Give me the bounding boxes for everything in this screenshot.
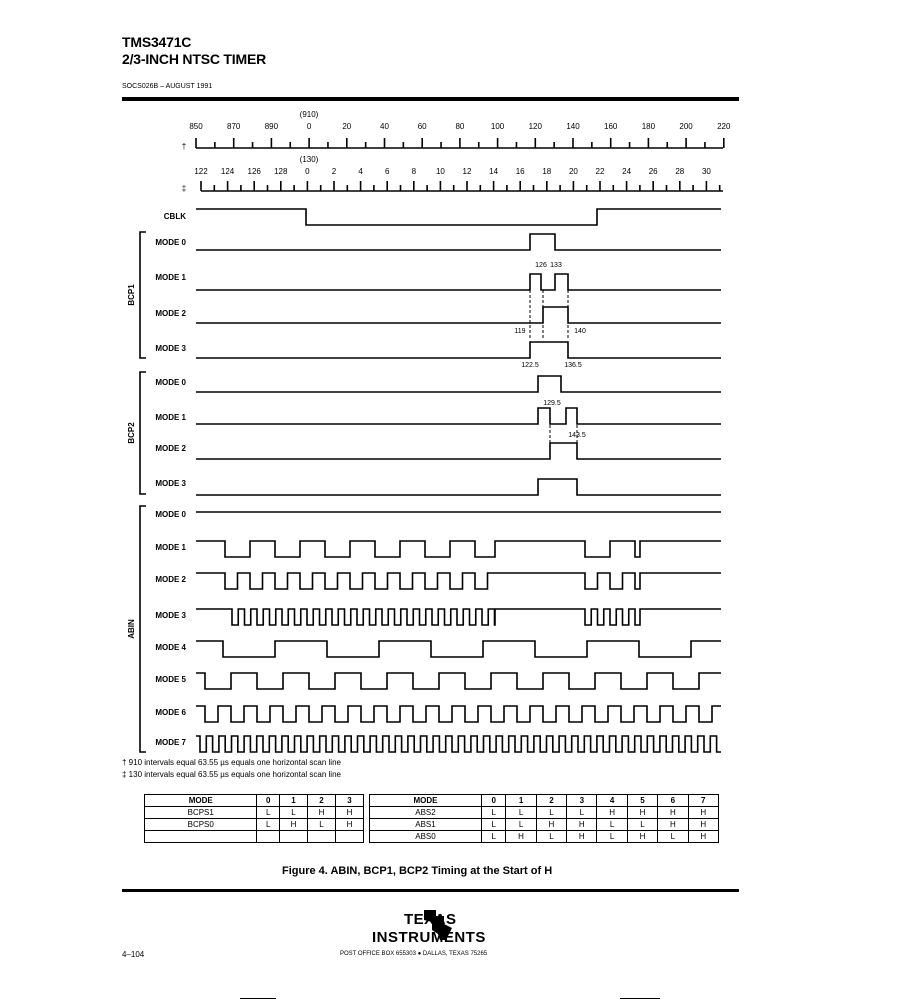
scale1-tick-label: 100 (490, 122, 505, 131)
footer-rule (122, 889, 739, 892)
scale1-tick-label: 140 (566, 122, 580, 131)
mode-label: MODE 1 (155, 273, 186, 282)
abs-table-cell: H (627, 831, 657, 843)
bcps-table-row (145, 819, 364, 831)
scale2-tick-label: 16 (515, 167, 525, 176)
mode-label: MODE 6 (155, 708, 186, 717)
page-number: 4–104 (122, 950, 145, 959)
abin-mode5-waveform (196, 673, 721, 689)
abs-table-cell: 6 (658, 795, 688, 807)
bcps-table-cell: L (307, 819, 335, 831)
scale1-tick-label: 200 (679, 122, 693, 131)
mode-label: MODE 3 (155, 479, 186, 488)
scale1-marker: † (181, 142, 187, 151)
abs-table-row (370, 819, 719, 831)
scale2-tick-label: 124 (220, 167, 235, 176)
abs-table-cell: L (506, 807, 536, 819)
scale2-tick-label: 26 (648, 167, 658, 176)
scale1-tick-label: 40 (380, 122, 389, 131)
bcps-table-cell: 1 (279, 795, 307, 807)
abs-table-cell: H (688, 831, 718, 843)
scale1-tick-label: 60 (417, 122, 427, 131)
group-label-bcp2: BCP2 (127, 422, 136, 444)
scale1-top-label: (910) (299, 110, 319, 119)
abs-table-cell: MODE (370, 795, 482, 807)
abin-mode1-waveform (196, 541, 721, 557)
scale1-tick-label: 20 (342, 122, 352, 131)
group-label-bcp1: BCP1 (127, 284, 136, 306)
bcps-table-cell: H (335, 807, 363, 819)
scale2-tick-label: 10 (435, 167, 445, 176)
scale2-tick-label: 24 (622, 167, 632, 176)
abs-table-cell: H (688, 807, 718, 819)
bcps-table-cell: L (257, 819, 280, 831)
scale2-tick-label: 122 (194, 167, 208, 176)
scale1-tick-label: 890 (264, 122, 279, 131)
cblk-waveform (196, 209, 721, 225)
bcps-table-cell: H (307, 807, 335, 819)
scale2-tick-label: 30 (701, 167, 711, 176)
group-bracket-abin (140, 506, 146, 752)
abs-table-cell: 1 (506, 795, 536, 807)
abs-table-cell: L (536, 807, 566, 819)
bcps-table-cell: 3 (335, 795, 363, 807)
abs-table-cell: L (658, 831, 688, 843)
abs-table-cell: L (567, 807, 597, 819)
abs-table-cell: L (506, 819, 536, 831)
abs-table-cell: ABS0 (370, 831, 482, 843)
bcps-table-cell: MODE (145, 795, 257, 807)
mode-label: MODE 2 (155, 575, 186, 584)
bcp2-mode2-annotation: 143.5 (568, 432, 586, 439)
mode-label: MODE 5 (155, 675, 186, 684)
abs-table-cell: H (506, 831, 536, 843)
abin-mode2-waveform (196, 573, 721, 589)
bcp2-mode2-waveform (196, 443, 721, 459)
abs-table-cell: H (567, 819, 597, 831)
bcp1-mode0-waveform (196, 234, 721, 250)
abin-mode3-waveform (196, 609, 721, 625)
bcps-table-cell (145, 831, 257, 843)
abs-table-row (370, 807, 719, 819)
scale1-tick-label: 220 (717, 122, 731, 131)
scale2-tick-label: 12 (462, 167, 472, 176)
bcps-table-cell (307, 831, 335, 843)
scale2-tick-label: 2 (331, 167, 337, 176)
abs-table-cell: L (481, 831, 505, 843)
abs-table-cell: H (597, 807, 627, 819)
bcps-table-cell: L (279, 807, 307, 819)
bcps-table-cell (257, 831, 280, 843)
abs-table-row (370, 831, 719, 843)
mode-label: MODE 0 (155, 378, 186, 387)
bcps-table-cell (335, 831, 363, 843)
bcp1-mode3-start-annotation: 122.5 (521, 362, 539, 369)
abs-table-cell: H (627, 807, 657, 819)
abin-mode4-waveform (196, 641, 721, 657)
scale2-tick-label: 8 (411, 167, 417, 176)
bcp1-mode2-waveform (196, 307, 721, 323)
abs-table-cell: L (597, 819, 627, 831)
bcps-table-cell: BCPS0 (145, 819, 257, 831)
scale2-tick-label: 28 (675, 167, 685, 176)
scale2-tick-label: 0 (305, 167, 310, 176)
abs-table-header-row (370, 795, 719, 807)
abs-table-cell: ABS1 (370, 819, 482, 831)
mode-label: MODE 3 (155, 344, 186, 353)
mode-label: MODE 4 (155, 643, 186, 652)
abs-table-cell: 4 (597, 795, 627, 807)
scale2-tick-label: 22 (595, 167, 605, 176)
mode-label: MODE 1 (155, 413, 186, 422)
bcps-table-cell: 2 (307, 795, 335, 807)
abs-table-cell: H (658, 807, 688, 819)
abs-table-cell: L (536, 831, 566, 843)
scale2-top-label: (130) (299, 155, 319, 164)
abs-table-cell: H (567, 831, 597, 843)
scale1-tick-label: 0 (306, 122, 312, 131)
mode-label: MODE 1 (155, 543, 186, 552)
bcp1-mode1-start-annotation: 126 (535, 262, 547, 269)
logo-text-instruments: INSTRUMENTS (372, 929, 486, 946)
footnote-double-dagger: ‡ 130 intervals equal 63.55 µs equals one horizontal scan line (122, 770, 341, 779)
abs-table-cell: L (481, 807, 505, 819)
page-edge-mark-left (240, 998, 276, 999)
abs-table-cell: ABS2 (370, 807, 482, 819)
bcp2-mode3-waveform (196, 479, 721, 495)
abin-mode6-waveform (196, 706, 721, 722)
bcp1-mode3-end-annotation: 136.5 (564, 362, 582, 369)
mode-label: MODE 2 (155, 309, 186, 318)
scale2-tick-label: 20 (568, 167, 578, 176)
scale2-tick-label: 6 (384, 167, 390, 176)
bcps-mode-table (144, 794, 364, 843)
abs-table-cell: H (536, 819, 566, 831)
abs-table-cell: H (688, 819, 718, 831)
abs-table-cell: 5 (627, 795, 657, 807)
bcp1-mode2-end-annotation: 140 (574, 328, 586, 335)
bcps-table-row (145, 831, 364, 843)
bcp1-mode3-waveform (196, 342, 721, 358)
page-edge-mark-right (620, 998, 660, 999)
mode-label: MODE 3 (155, 611, 186, 620)
scale2-tick-label: 126 (247, 167, 261, 176)
footnote-dagger: † 910 intervals equal 63.55 µs equals one horizontal scan line (122, 758, 341, 767)
bcp2-mode0-waveform (196, 376, 721, 392)
abs-mode-table (369, 794, 719, 843)
scale2-tick-label: 18 (542, 167, 552, 176)
bcps-table-cell: H (335, 819, 363, 831)
abs-table-cell: 7 (688, 795, 718, 807)
group-bracket-bcp1 (140, 232, 146, 358)
abs-table-cell: 3 (567, 795, 597, 807)
abs-table-cell: 2 (536, 795, 566, 807)
bcps-table-cell: H (279, 819, 307, 831)
bcps-table-header-row (145, 795, 364, 807)
scale1-tick-label: 180 (641, 122, 656, 131)
bcp1-mode1-waveform (196, 274, 721, 290)
bcp2-mode1-annotation: 129.5 (543, 400, 561, 407)
mode-label: MODE 0 (155, 238, 186, 247)
bcps-table-cell: L (257, 807, 280, 819)
figure-caption: Figure 4. ABIN, BCP1, BCP2 Timing at the Start of H (282, 865, 553, 877)
group-bracket-bcp2 (140, 372, 146, 494)
mode-label: MODE 2 (155, 444, 186, 453)
abin-mode7-waveform (196, 736, 721, 752)
bcps-table-cell: BCPS1 (145, 807, 257, 819)
group-label-abin: ABIN (127, 619, 136, 639)
scale1-tick-label: 850 (189, 122, 203, 131)
bcp2-mode1-waveform (196, 408, 721, 424)
scale2-marker: ‡ (181, 184, 187, 193)
abs-table-cell: L (627, 819, 657, 831)
company-address: POST OFFICE BOX 655303 ● DALLAS, TEXAS 75265 (340, 951, 488, 957)
part-number: TMS3471C (122, 34, 192, 50)
bcps-table-row (145, 807, 364, 819)
scale2-tick-label: 4 (358, 167, 363, 176)
bcps-table-cell (279, 831, 307, 843)
part-description: 2/3-INCH NTSC TIMER (122, 51, 266, 67)
abs-table-cell: L (597, 831, 627, 843)
bcp1-mode1-end-annotation: 133 (550, 262, 562, 269)
scale2-tick-label: 128 (274, 167, 288, 176)
scale1-tick-label: 120 (528, 122, 542, 131)
cblk-label: CBLK (163, 212, 186, 221)
scale2-tick-label: 14 (489, 167, 499, 176)
scale1-tick-label: 80 (455, 122, 465, 131)
mode-label: MODE 0 (155, 510, 186, 519)
mode-label: MODE 7 (155, 738, 186, 747)
abs-table-cell: 0 (481, 795, 505, 807)
logo-text-texas: TEXAS (404, 911, 457, 928)
document-id: SOCS026B – AUGUST 1991 (122, 83, 213, 90)
scale1-tick-label: 160 (604, 122, 618, 131)
bcp1-mode2-start-annotation: 119 (514, 328, 526, 335)
abs-table-cell: L (481, 819, 505, 831)
scale1-tick-label: 870 (227, 122, 241, 131)
abs-table-cell: H (658, 819, 688, 831)
bcps-table-cell: 0 (257, 795, 280, 807)
